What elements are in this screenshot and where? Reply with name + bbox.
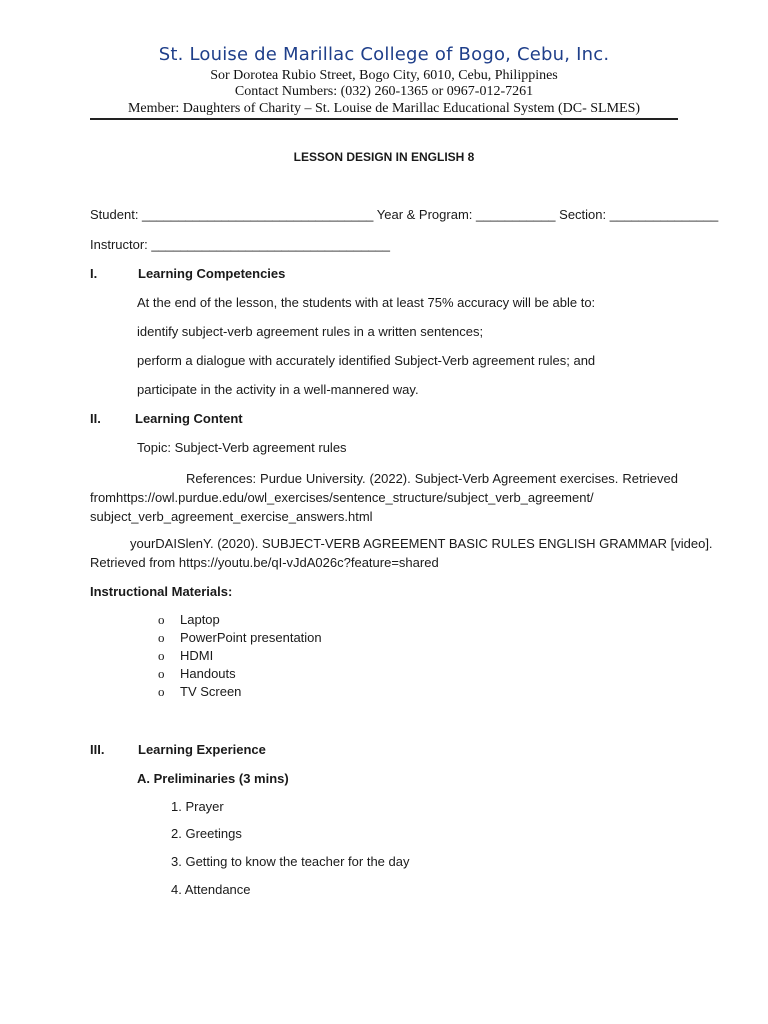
material-item: Handouts — [180, 666, 236, 681]
reference-video-line1: yourDAISlenY. (2020). SUBJECT-VERB AGREEMENT BASIC RULES ENGLISH GRAMMAR [video]. — [130, 536, 713, 551]
preliminary-step: 4. Attendance — [171, 882, 251, 897]
material-item: PowerPoint presentation — [180, 630, 322, 645]
document-title: LESSON DESIGN IN ENGLISH 8 — [293, 150, 475, 164]
competency-item: identify subject-verb agreement rules in a written sentences; — [137, 324, 484, 339]
reference-video-line2: Retrieved from https://youtu.be/qI-vJdA026c?feature=shared — [90, 555, 439, 570]
school-contact: Contact Numbers: (032) 260-1365 or 0967-012-7261 — [234, 84, 534, 99]
section3-numeral: III. — [90, 742, 105, 757]
lesson-topic: Topic: Subject-Verb agreement rules — [137, 440, 347, 455]
school-membership: Member: Daughters of Charity – St. Louise de Marillac Educational System (DC- SLMES) — [127, 101, 641, 116]
material-item: Laptop — [180, 612, 220, 627]
school-name: St. Louise de Marillac College of Bogo, Cebu, Inc. — [158, 44, 610, 65]
bullet-icon: o — [158, 630, 165, 645]
header-divider — [90, 118, 678, 120]
preliminary-step: 2. Greetings — [171, 826, 242, 841]
materials-heading: Instructional Materials: — [90, 584, 233, 599]
bullet-icon: o — [158, 612, 165, 627]
competencies-intro: At the end of the lesson, the students with at least 75% accuracy will be able to: — [137, 295, 596, 310]
section2-heading: Learning Content — [135, 411, 243, 426]
bullet-icon: o — [158, 666, 165, 681]
material-item: TV Screen — [180, 684, 242, 699]
bullet-icon: o — [158, 648, 165, 663]
section3-heading: Learning Experience — [138, 742, 266, 757]
competency-item: perform a dialogue with accurately identified Subject-Verb agreement rules; and — [137, 353, 596, 368]
competency-item: participate in the activity in a well-mannered way. — [137, 382, 419, 397]
school-address: Sor Dorotea Rubio Street, Bogo City, 6010, Cebu, Philippines — [210, 68, 558, 83]
reference-purdue: References: Purdue University. (2022). Subject-Verb Agreement exercises. Retrieved fromhttps://owl.purdue.edu/owl_exercises/sentence_structure/subject_verb_agreement/ subject_verb_agreement_exercise_answers.html — [90, 471, 678, 524]
section1-heading: Learning Competencies — [138, 266, 286, 281]
preliminary-step: 3. Getting to know the teacher for the day — [171, 854, 410, 869]
preliminaries-heading: A. Preliminaries (3 mins) — [137, 771, 289, 786]
bullet-icon: o — [158, 684, 165, 699]
section1-numeral: I. — [90, 266, 98, 281]
section2-numeral: II. — [90, 411, 101, 426]
preliminary-step: 1. Prayer — [171, 799, 224, 814]
student-info-line: Student: ________________________________ Year & Program: ___________ Section: _______________ — [90, 207, 719, 222]
material-item: HDMI — [180, 648, 214, 663]
instructor-info-line: Instructor: _________________________________ — [90, 237, 390, 252]
